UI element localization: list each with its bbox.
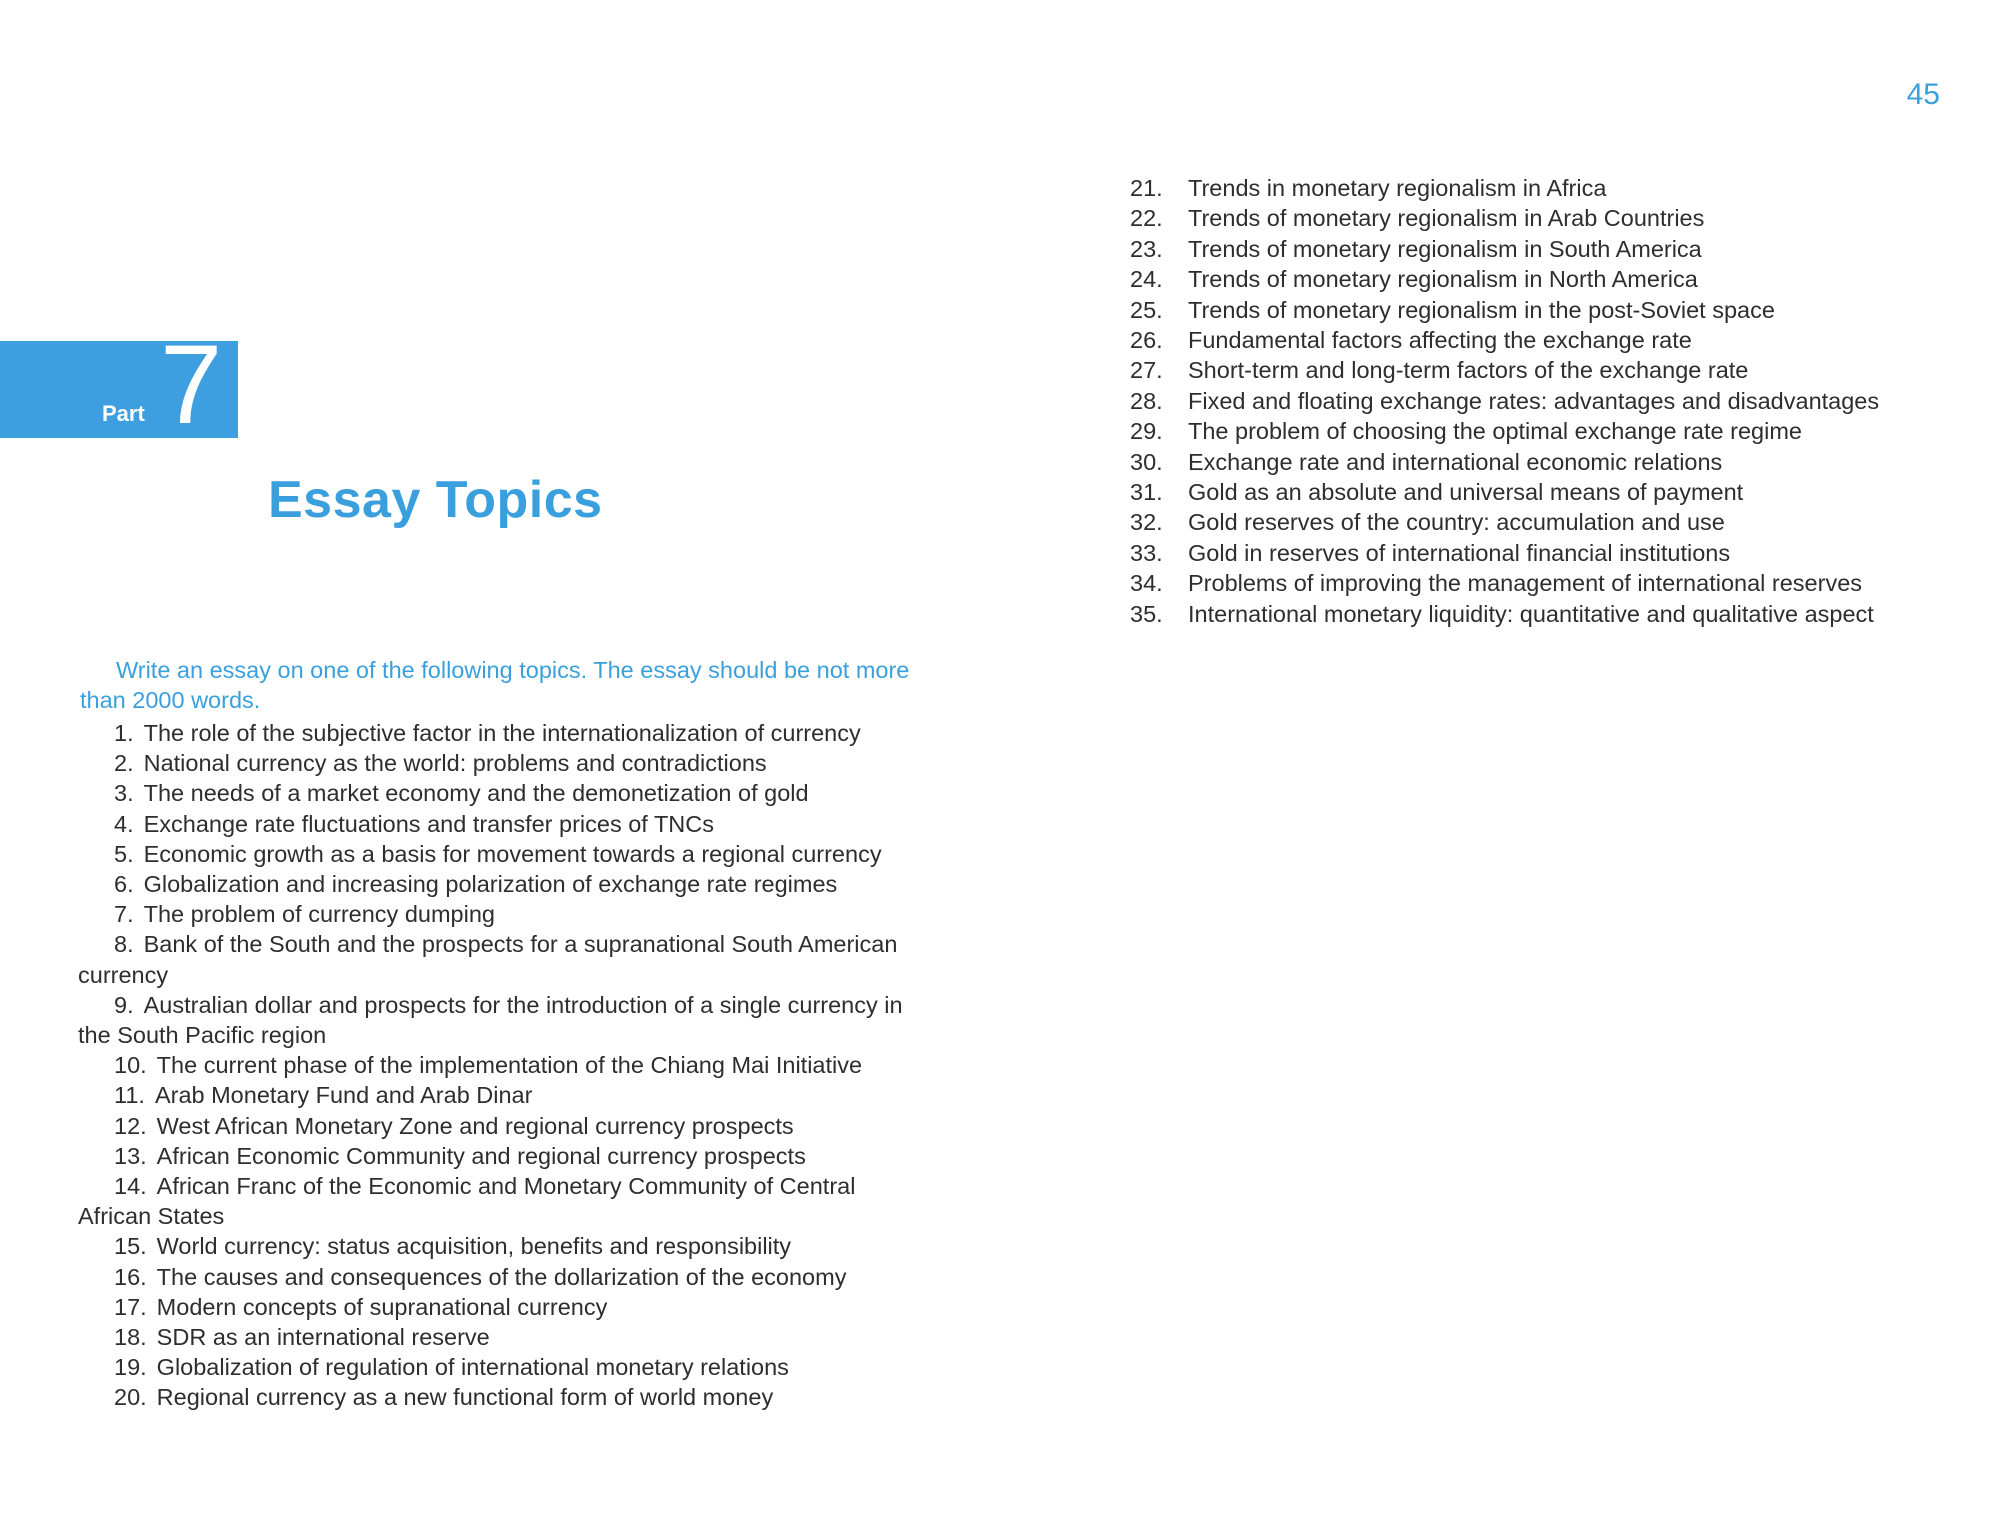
topic-item xyxy=(78,778,928,808)
topic-text: Trends of monetary regionalism in Arab Countries xyxy=(1188,205,1705,232)
topic-text: The causes and consequences of the dollarization of the economy xyxy=(156,1263,847,1290)
topic-item xyxy=(1130,477,1930,507)
topic-text: Short-term and long-term factors of the exchange rate xyxy=(1188,357,1749,384)
topic-item xyxy=(1130,203,1930,233)
topic-number: 26. xyxy=(1130,327,1163,354)
topic-text: African Franc of the Economic and Monetary Community of Central African States xyxy=(78,1173,856,1230)
topic-item xyxy=(1130,416,1930,446)
topic-text: Australian dollar and prospects for the introduction of a single currency in the South Pacific region xyxy=(78,991,903,1049)
topic-number: 34. xyxy=(1130,570,1163,597)
topic-number: 32. xyxy=(1130,509,1163,536)
topic-item xyxy=(1130,355,1930,385)
topic-item xyxy=(78,1141,928,1171)
topic-number: 25. xyxy=(1130,296,1163,323)
topic-text: Trends of monetary regionalism in the post-Soviet space xyxy=(1188,296,1775,323)
topic-item xyxy=(78,1292,928,1322)
topic-number: 4. xyxy=(114,810,134,837)
topic-number: 1. xyxy=(114,720,134,746)
topic-item xyxy=(78,929,928,989)
topic-number: 13. xyxy=(114,1142,147,1169)
topic-number: 3. xyxy=(114,780,134,807)
topic-item xyxy=(1130,295,1930,325)
topic-item xyxy=(1130,386,1930,416)
topic-text: Arab Monetary Fund and Arab Dinar xyxy=(154,1082,533,1109)
topic-item xyxy=(78,899,928,929)
topic-number: 16. xyxy=(114,1263,147,1290)
topic-text: SDR as an international reserve xyxy=(156,1324,490,1351)
part-number: 7 xyxy=(160,322,223,447)
topic-item xyxy=(78,839,928,869)
topic-item xyxy=(1130,234,1930,264)
topic-text: Economic growth as a basis for movement towards a regional currency xyxy=(143,840,882,867)
topic-number: 29. xyxy=(1130,418,1163,445)
topic-item xyxy=(78,1171,928,1231)
topic-number: 15. xyxy=(114,1233,147,1260)
topic-number: 9. xyxy=(114,991,134,1018)
topic-list-right xyxy=(1130,173,1930,629)
topic-number: 22. xyxy=(1130,205,1163,232)
page-number: 45 xyxy=(1906,78,1940,111)
topic-text: Regional currency as a new functional form of world money xyxy=(156,1384,774,1411)
topic-item xyxy=(78,869,928,899)
topic-item xyxy=(1130,173,1930,203)
topic-item xyxy=(78,1322,928,1352)
topic-item xyxy=(1130,568,1930,598)
topic-number: 8. xyxy=(114,931,134,958)
topic-item xyxy=(78,1262,928,1292)
topic-text: The needs of a market economy and the demonetization of gold xyxy=(143,780,809,807)
topic-text: Bank of the South and the prospects for a supranational South American currency xyxy=(78,931,898,988)
topic-number: 27. xyxy=(1130,357,1163,384)
topic-number: 11. xyxy=(114,1082,145,1109)
topic-text: National currency as the world: problems and contradictions xyxy=(143,750,767,777)
topic-number: 5. xyxy=(114,840,134,867)
topic-text: World currency: status acquisition, benefits and responsibility xyxy=(156,1233,792,1260)
topic-item xyxy=(1130,507,1930,537)
topic-text: Modern concepts of supranational currency xyxy=(156,1293,608,1320)
topic-number: 28. xyxy=(1130,387,1163,414)
part-label: Part xyxy=(102,401,145,426)
topic-text: Exchange rate fluctuations and transfer prices of TNCs xyxy=(143,810,714,837)
part-badge xyxy=(0,322,238,447)
topic-text: Problems of improving the management of international reserves xyxy=(1188,570,1863,597)
topic-number: 30. xyxy=(1130,448,1163,475)
topic-number: 35. xyxy=(1130,600,1163,627)
topic-text: Gold in reserves of international financial institutions xyxy=(1188,539,1731,566)
topic-number: 12. xyxy=(114,1112,147,1139)
topic-number: 24. xyxy=(1130,266,1163,293)
topic-item xyxy=(78,1050,928,1080)
topic-number: 14. xyxy=(114,1173,147,1200)
topic-list-left xyxy=(78,718,928,1413)
topic-item xyxy=(78,1080,928,1110)
topic-number: 6. xyxy=(114,871,134,898)
topic-number: 18. xyxy=(114,1324,147,1351)
topic-item xyxy=(78,1111,928,1141)
topic-number: 7. xyxy=(114,901,134,928)
topic-text: Gold as an absolute and universal means of payment xyxy=(1188,479,1744,506)
topic-text: The current phase of the implementation of the Chiang Mai Initiative xyxy=(156,1052,863,1079)
topic-number: 21. xyxy=(1130,175,1163,201)
topic-number: 10. xyxy=(114,1052,147,1079)
topic-text: Globalization and increasing polarization of exchange rate regimes xyxy=(143,871,838,898)
topic-number: 20. xyxy=(114,1384,147,1411)
topic-number: 2. xyxy=(114,750,134,777)
topic-text: Trends of monetary regionalism in South America xyxy=(1188,235,1702,262)
topic-text: Fixed and floating exchange rates: advantages and disadvantages xyxy=(1188,387,1880,414)
topic-text: African Economic Community and regional currency prospects xyxy=(156,1142,806,1169)
section-title: Essay Topics xyxy=(268,471,603,529)
topic-item xyxy=(78,809,928,839)
topic-text: Trends in monetary regionalism in Africa xyxy=(1188,175,1607,201)
topic-item xyxy=(1130,264,1930,294)
topic-text: Fundamental factors affecting the exchange rate xyxy=(1188,327,1692,354)
topic-text: Trends of monetary regionalism in North America xyxy=(1188,266,1698,293)
topic-item xyxy=(78,748,928,778)
topic-text: The role of the subjective factor in the internationalization of currency xyxy=(143,720,861,746)
topic-number: 17. xyxy=(114,1293,147,1320)
topic-number: 33. xyxy=(1130,539,1163,566)
topic-number: 19. xyxy=(114,1354,147,1381)
intro-instructions: Write an essay on one of the following topics. The essay should be not more than 2000 words. xyxy=(80,657,910,713)
topic-text: The problem of choosing the optimal exchange rate regime xyxy=(1188,418,1802,445)
topic-item xyxy=(1130,599,1930,629)
topic-item xyxy=(1130,538,1930,568)
topic-text: The problem of currency dumping xyxy=(143,901,495,928)
topic-item xyxy=(78,718,928,748)
topic-item xyxy=(78,1352,928,1382)
topic-text: West African Monetary Zone and regional currency prospects xyxy=(156,1112,794,1139)
topic-text: Globalization of regulation of international monetary relations xyxy=(156,1354,789,1381)
topic-number: 23. xyxy=(1130,235,1163,262)
topic-item xyxy=(1130,325,1930,355)
topic-item xyxy=(78,1382,928,1412)
topic-text: International monetary liquidity: quantitative and qualitative aspect xyxy=(1188,600,1874,627)
topic-text: Exchange rate and international economic relations xyxy=(1188,448,1723,475)
topic-text: Gold reserves of the country: accumulation and use xyxy=(1188,509,1725,536)
topic-item xyxy=(78,1231,928,1261)
topic-number: 31. xyxy=(1130,479,1163,506)
topic-item xyxy=(1130,447,1930,477)
topic-item xyxy=(78,990,928,1050)
